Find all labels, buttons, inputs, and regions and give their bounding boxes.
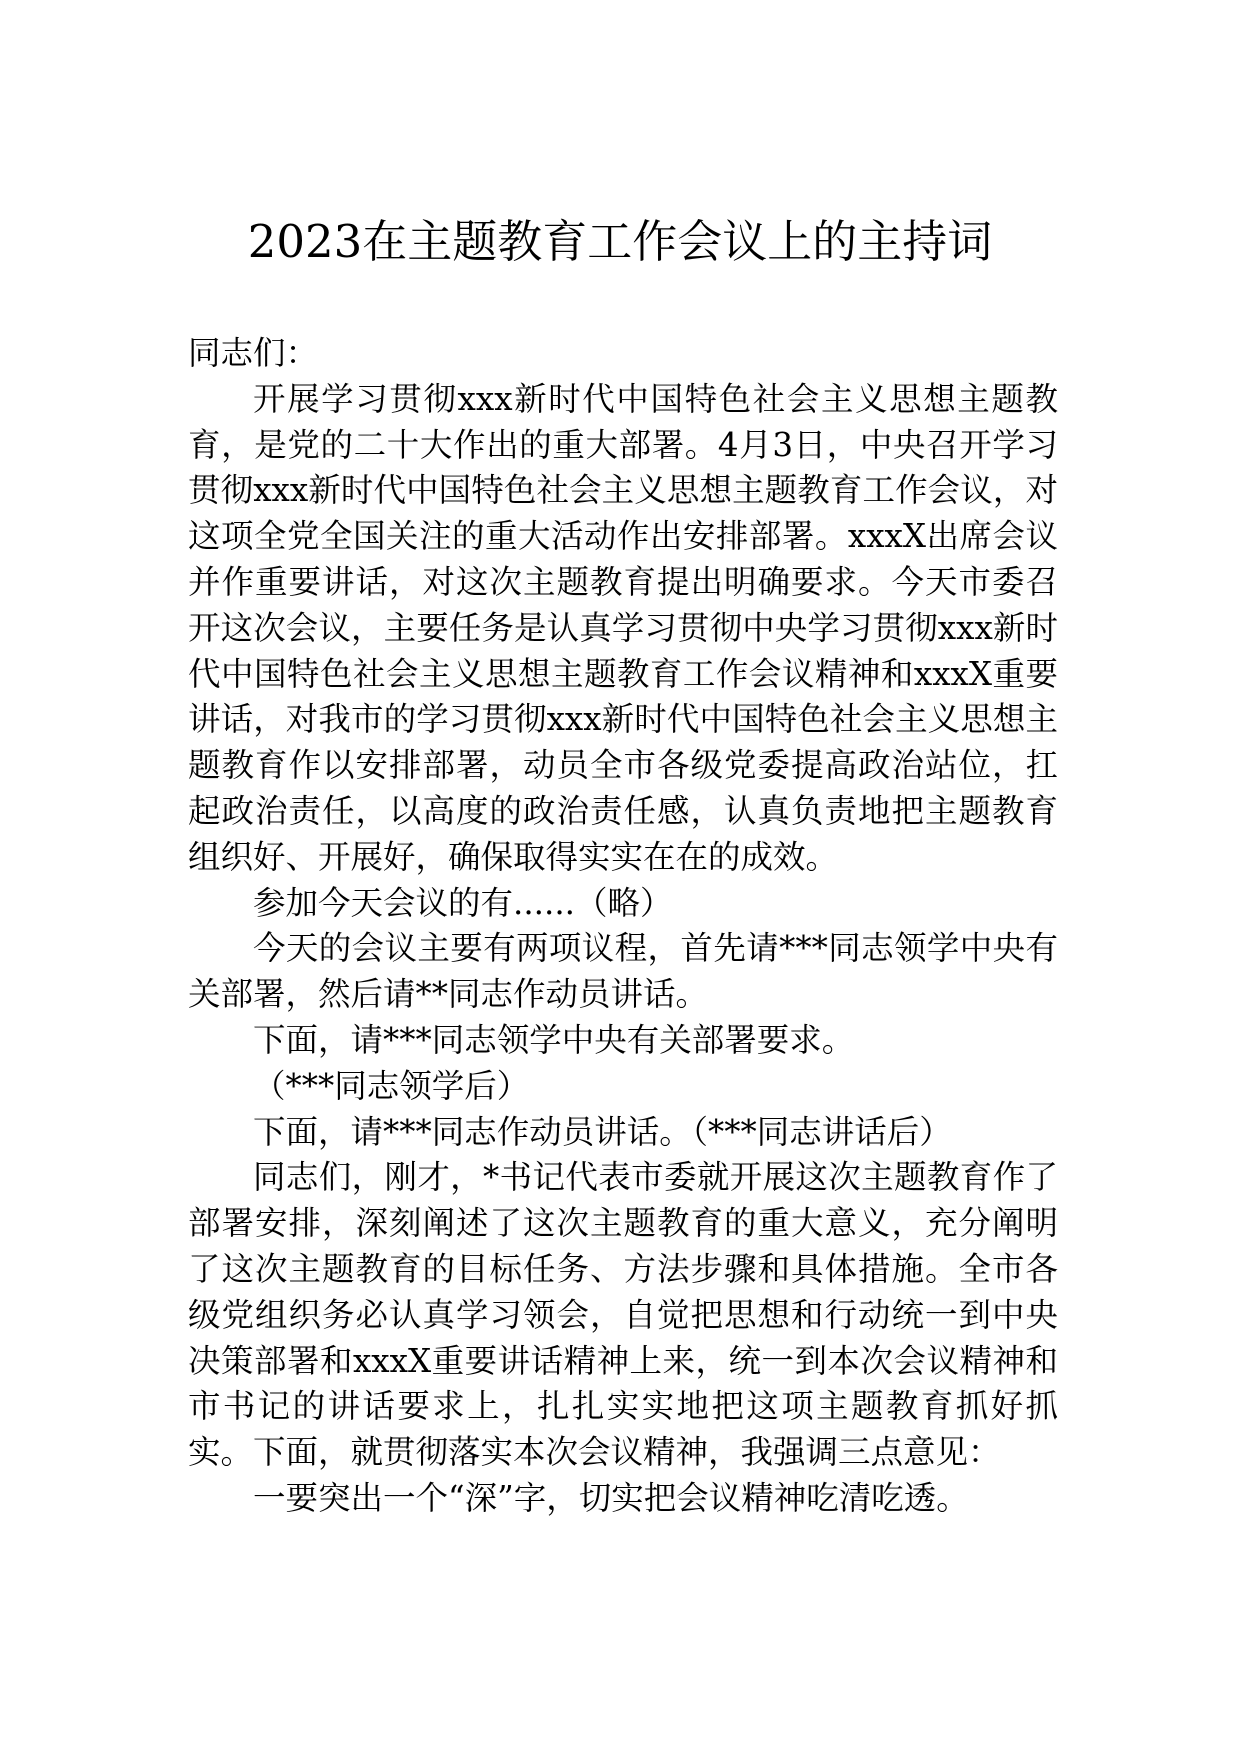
document-body bbox=[188, 331, 1058, 1522]
paragraph-after-study: （***同志领学后） bbox=[253, 1066, 530, 1105]
paragraph-second-item: 下面，请***同志作动员讲话。（***同志讲话后） bbox=[253, 1112, 952, 1151]
salutation: 同志们： bbox=[188, 334, 319, 372]
paragraph-attendees: 参加今天会议的有......（略） bbox=[253, 883, 673, 922]
paragraph-agenda: 今天的会议主要有两项议程，首先请***同志领学中央有关部署，然后请**同志作动员讲话。 bbox=[188, 929, 1058, 1014]
document-title: 2023在主题教育工作会议上的主持词 bbox=[247, 215, 993, 268]
paragraph-point-one: 一要突出一个“深”字，切实把会议精神吃清吃透。 bbox=[253, 1478, 969, 1517]
paragraph-intro: 开展学习贯彻xxx新时代中国特色社会主义思想主题教育，是党的二十大作出的重大部署。4月3日，中央召开学习贯彻xxx新时代中国特色社会主义思想主题教育工作会议，对这项全党全国关注的重大活动作出安排部署。xxxX出席会议并作重要讲话，对这次主题教育提出明确要求。今天市委召开这次会议，主要任务是认真学习贯彻中央学习贯彻xxx新时代中国特色社会主义思想主题教育工作会议精神和xxxX重要讲话，对我市的学习贯彻xxx新时代中国特色社会主义思想主题教育作以安排部署，动员全市各级党委提高政治站位，扛起政治责任，以高度的政治责任感，认真负责地把主题教育组织好、开展好，确保取得实实在在的成效。 bbox=[188, 379, 1058, 876]
paragraph-first-item: 下面，请***同志领学中央有关部署要求。 bbox=[253, 1020, 855, 1059]
paragraph-summary: 同志们，刚才，*书记代表市委就开展这次主题教育作了部署安排，深刻阐述了这次主题教育的重大意义，充分阐明了这次主题教育的目标任务、方法步骤和具体措施。全市各级党组织务必认真学习领会，自觉把思想和行动统一到中央决策部署和xxxX重要讲话精神上来，统一到本次会议精神和市书记的讲话要求上，扎扎实实地把这项主题教育抓好抓实。下面，就贯彻落实本次会议精神，我强调三点意见： bbox=[188, 1158, 1058, 1472]
